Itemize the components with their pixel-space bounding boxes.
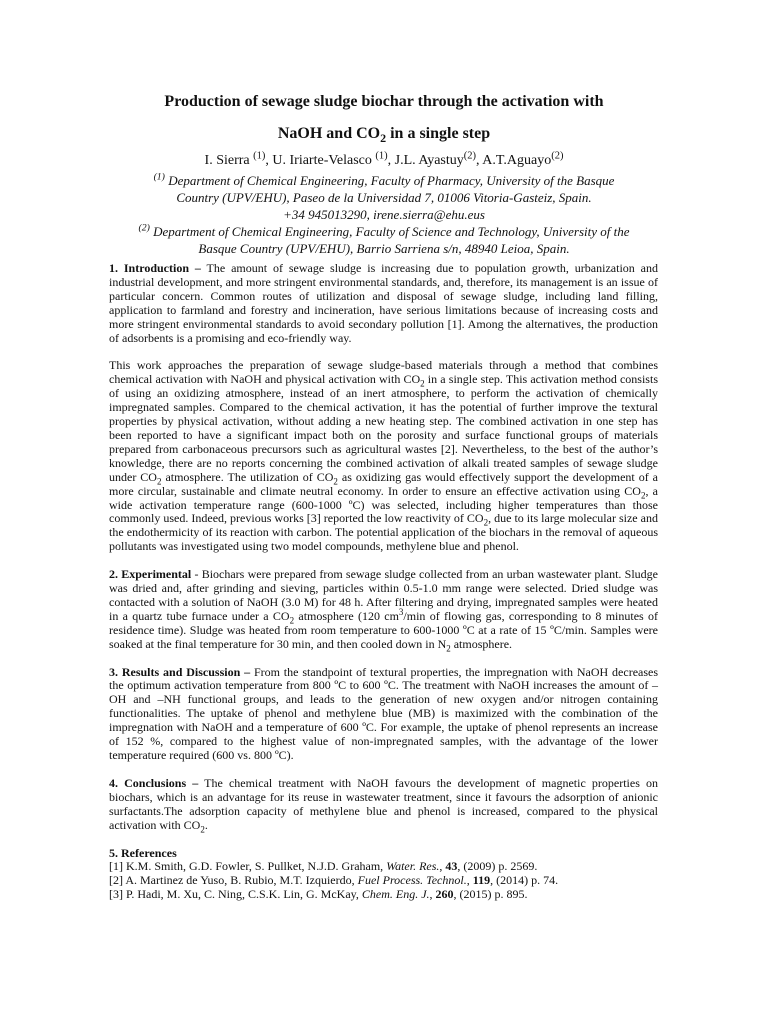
introduction-heading: 1. Introduction – xyxy=(109,261,201,275)
references-section xyxy=(109,847,658,903)
header-block xyxy=(0,86,768,257)
paper-body xyxy=(109,262,658,902)
paper-title: Production of sewage sludge biochar through the activation with NaOH and $CO_2$ in a single step xyxy=(164,93,604,146)
affiliation-1: $^{(1)}$ Department of Chemical Engineering, Faculty of Pharmacy, University of the Basque Country (UPV/EHU), Paseo de la Universidad 7, 01006 Vitoria-Gasteiz, Spain. +34 945013290, irene.sierra@ehu.eus xyxy=(153,171,615,222)
references-heading: 5. References xyxy=(109,845,177,860)
work-paragraph: This work approaches the preparation of sewage sludge-based materials through a method that combines chemical activation with NaOH and physical activation with $CO_2$ in a single step. This activation method consists of using an oxidizing atmosphere, instead of an inert atmosphere, to perform the activation of chemically impregnated samples. Compared to the chemical activation, it has the potential of further improve the textural properties by physical activation, without adding a new heating step. The combined activation in one step has been reported to have a significant impact both on the porosity and surface functional groups of materials prepared from carbonaceous precursors such as agricultural wastes [2]. Nevertheless, to the best of the author’s knowledge, there are no reports concerning the combined activation of alkali treated samples of sewage sludge under $CO_2$ atmosphere. The utilization of $CO_2$ as oxidizing gas would effectively support the development of a more circular, sustainable and climate neutral economy. In order to ensure an effective activation using $CO_2$, a wide activation temperature range (600-1000 ºC) was selected, including higher temperatures than those commonly used. Indeed, previous works [3] reported the low reactivity of $CO_2$, due to its large molecular size and the endothermicity of its reaction with carbon. The potential application of the biochars in the removal of aqueous pollutants was investigated using two model compounds, methylene blue and phenol. xyxy=(109,358,659,554)
results-paragraph: 3. Results and Discussion – From the standpoint of textural properties, the impregnation with NaOH decreases the optimum activation temperature from 800 ºC to 600 ºC. The treatment with NaOH increases the amount of –OH and –NH functional groups, and leads to the generation of new oxygen and/or nitrogen containing functionalities. The uptake of phenol and methylene blue (MB) is maximized with the combination of the impregnation with NaOH and a temperature of 600 ºC. For example, the uptake of phenol represents an increase of 152 %, compared to the highest value of non-impregnated samples, with the advantage of the lower temperature required (600 vs. 800 ºC). xyxy=(109,664,659,762)
reference-item: [3] P. Hadi, M. Xu, C. Ning, C.S.K. Lin, G. McKay, Chem. Eng. J., 260, (2015) p. 895. xyxy=(109,887,528,902)
conclusions-paragraph: 4. Conclusions – The chemical treatment with NaOH favours the development of magnetic properties on biochars, which is an advantage for its reuse in wastewater treatment, since it favours the adsorption of anionic surfactants.The adsorption capacity of methylene blue and phenol is increased, compared to the physical activation with $CO_2$. xyxy=(109,775,658,835)
experimental-heading: 2. Experimental xyxy=(109,567,192,582)
author-list: I. Sierra $^{(1)}$, U. Iriarte-Velasco $^{(1)}$, J.L. Ayastuy$^{(2)}$, A.T.Aguayo$^{(2)}$ xyxy=(204,150,564,168)
reference-item: [1] K.M. Smith, G.D. Fowler, S. Pullket, N.J.D. Graham, Water. Res., 43, (2009) p. 2569. xyxy=(109,859,538,874)
results-heading: 3. Results and Discussion – xyxy=(109,664,251,679)
conclusions-heading: 4. Conclusions – xyxy=(109,775,199,790)
experimental-paragraph: 2. Experimental - Biochars were prepared from sewage sludge collected from an urban wastewater plant. Sludge was dried and, after grinding and sieving, particles within 0.5-1.0 mm range were selected. Dried sludge was contacted with a solution of NaOH (3.0 M) for 48 h. After filtering and drying, impregnated samples were heated in a quartz tube furnace under a $CO_2$ atmosphere (120 $cm^3/\min$ of flowing gas, corresponding to 8 minutes of residence time). Sludge was heated from room temperature to 600-1000 ºC at a rate of 15 ºC/min. Samples were soaked at the final temperature for 30 min, and then cooled down in $N_2$ atmosphere. xyxy=(109,567,659,654)
reference-item: [2] A. Martinez de Yuso, B. Rubio, M.T. Izquierdo, Fuel Process. Technol., 119, (2014) p. 74. xyxy=(109,873,559,888)
affiliation-2: $^{(2)}$ Department of Chemical Engineering, Faculty of Science and Technology, University of the Basque Country (UPV/EHU), Barrio Sarriena s/n, 48940 Leioa, Spain. xyxy=(138,222,630,256)
introduction-paragraph: 1. Introduction – The amount of sewage sludge is increasing due to population growth, urbanization and industrial development, and more stringent environmental standards, and, therefore, its management is an issue of particular concern. Common routes of utilization and disposal of sewage sludge, including land filling, application to farmland and forestry and incineration, have serious limitations because of increasing costs and more stringent environmental standards to avoid secondary pollution [1]. Among the alternatives, the production of adsorbents is a promising and eco-friendly way. xyxy=(109,261,658,345)
